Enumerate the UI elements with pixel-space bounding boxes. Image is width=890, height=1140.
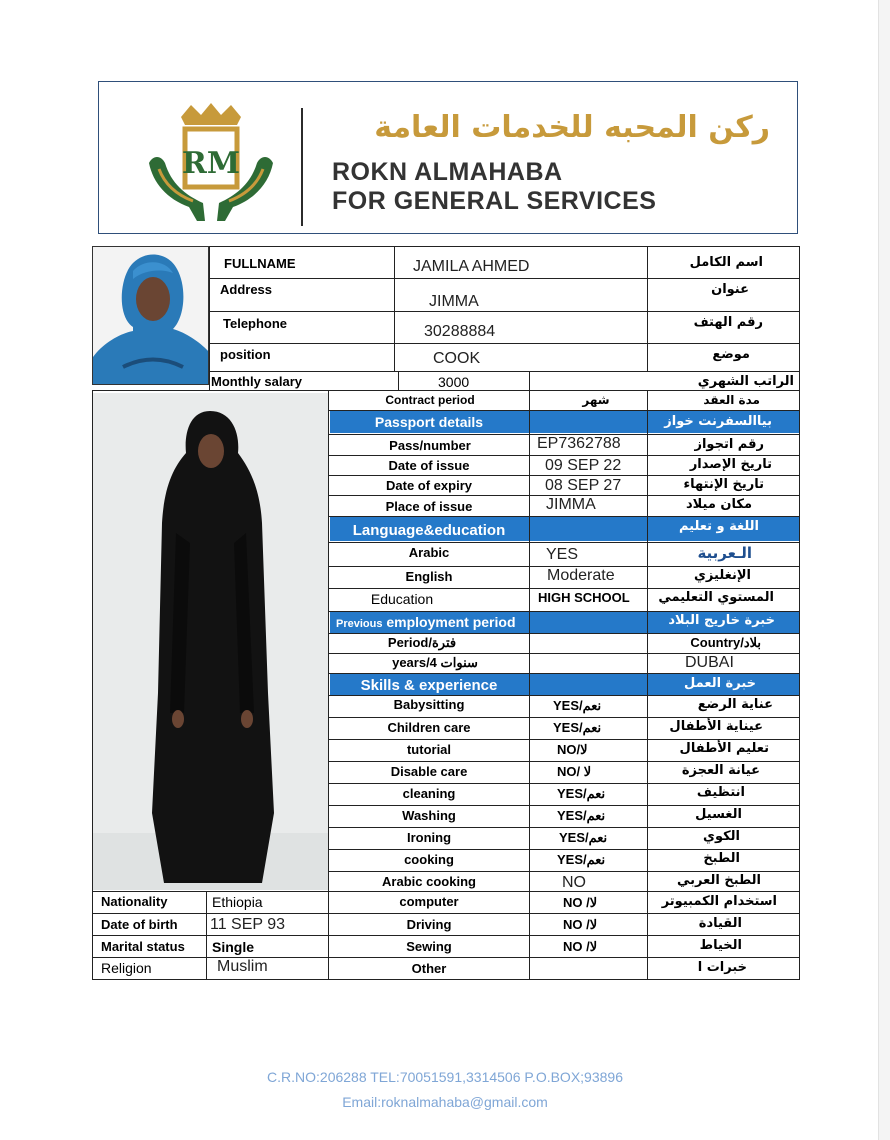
country-value: DUBAI bbox=[685, 654, 734, 671]
salary-value: 3000 bbox=[438, 374, 470, 390]
skill-computer-ar: استخدام الكمبيوتر bbox=[661, 894, 777, 909]
skill-cleaning-ar: انتظيف bbox=[696, 785, 745, 800]
contract-value: شهر bbox=[582, 393, 610, 407]
skill-childcare-value: YES/نعم bbox=[553, 720, 602, 735]
skill-arabiccooking-ar: الطبخ العربي bbox=[677, 873, 761, 888]
passport-header: Passport details bbox=[374, 414, 484, 430]
language-header-ar: اللغة و تعليم bbox=[678, 519, 759, 534]
education-ar: المستوي التعليمي bbox=[658, 590, 774, 605]
skill-babysitting-value: YES/نعم bbox=[553, 698, 602, 713]
skill-babysitting-ar: عناية الرضع bbox=[697, 697, 773, 712]
religion-value: Muslim bbox=[217, 958, 268, 975]
skill-cooking-ar: الطبخ bbox=[703, 851, 740, 866]
address-value: JIMMA bbox=[429, 293, 479, 310]
salary-ar: الراتب الشهري bbox=[697, 374, 794, 389]
skill-sewing-ar: الخياط bbox=[699, 938, 742, 953]
address-ar: عنوان bbox=[711, 282, 749, 297]
position-value: COOK bbox=[433, 350, 481, 367]
skill-ironing-label: Ironing bbox=[406, 830, 452, 845]
employment-header-ar: خبرة خاريج البلاد bbox=[668, 613, 775, 628]
company-name-english bbox=[332, 158, 656, 216]
dob-label: Date of birth bbox=[101, 917, 178, 932]
expiry-date-value: 08 SEP 27 bbox=[545, 477, 622, 494]
issue-date-value: 09 SEP 22 bbox=[545, 457, 622, 474]
skill-cleaning-label: cleaning bbox=[402, 786, 456, 801]
telephone-value: 30288884 bbox=[424, 323, 496, 340]
skill-driving-label: Driving bbox=[406, 917, 452, 932]
skill-ironing-ar: الكوي bbox=[703, 829, 740, 844]
skill-disablecare-ar: عيانة العجزة bbox=[681, 763, 760, 778]
skill-childcare-ar: عيناية الأطفال bbox=[669, 719, 763, 734]
english-ar: الإنغليزي bbox=[694, 568, 751, 583]
employment-header bbox=[336, 615, 516, 630]
expiry-date-label: Date of expiry bbox=[386, 478, 472, 493]
passnumber-value: EP7362788 bbox=[537, 435, 621, 452]
full-body-photo bbox=[92, 393, 328, 890]
skill-tutorial-value: NO/لا bbox=[557, 742, 588, 757]
skill-computer-value: NO /لا bbox=[563, 895, 598, 910]
arabic-label: Arabic bbox=[408, 545, 450, 560]
skill-disablecare-label: Disable care bbox=[390, 764, 468, 779]
skill-computer-label: computer bbox=[399, 894, 459, 909]
skill-driving-ar: القيادة bbox=[698, 916, 742, 931]
skill-washing-label: Washing bbox=[402, 808, 456, 823]
telephone-ar: رقم الهتف bbox=[693, 315, 763, 330]
position-label: position bbox=[220, 347, 271, 362]
footer-email[interactable]: Email:roknalmahaba@gmail.com bbox=[342, 1094, 548, 1110]
fullname-label: FULLNAME bbox=[224, 256, 296, 271]
employment-header-main: employment period bbox=[386, 614, 516, 630]
skill-tutorial-ar: تعليم الأطفال bbox=[679, 741, 769, 756]
skill-disablecare-value: NO/ لا bbox=[557, 764, 592, 779]
country-label: Country/بلاد bbox=[690, 635, 761, 650]
company-name-line2: FOR GENERAL SERVICES bbox=[332, 187, 657, 215]
nationality-value: Ethiopia bbox=[212, 894, 263, 910]
skills-header-ar: خبرة العمل bbox=[684, 676, 756, 691]
english-value: Moderate bbox=[547, 567, 615, 584]
skill-other-ar: خبرات ا bbox=[697, 960, 747, 975]
period-label: Period/فترة bbox=[387, 635, 457, 650]
skill-ironing-value: YES/نعم bbox=[559, 830, 608, 845]
passnumber-label: Pass/number bbox=[389, 438, 471, 453]
passport-photo bbox=[92, 246, 209, 385]
english-label: English bbox=[405, 569, 453, 584]
company-name-line1: ROKN ALMAHABA bbox=[332, 158, 563, 186]
place-issue-label: Place of issue bbox=[385, 499, 473, 514]
company-logo bbox=[145, 103, 277, 225]
religion-label: Religion bbox=[101, 960, 152, 976]
place-issue-value: JIMMA bbox=[546, 496, 596, 513]
header-divider bbox=[301, 108, 303, 226]
footer-contact: C.R.NO:206288 TEL:70051591,3314506 P.O.BOX;93896 bbox=[267, 1069, 623, 1085]
skill-other-label: Other bbox=[411, 961, 447, 976]
skill-cleaning-value: YES/نعم bbox=[557, 786, 606, 801]
company-name-arabic: ركن المحبه للخدمات العامة bbox=[374, 110, 770, 145]
place-issue-ar: مكان ميلاد bbox=[685, 497, 752, 512]
skill-driving-value: NO /لا bbox=[563, 917, 598, 932]
issue-date-ar: تاريخ الإصدار bbox=[689, 457, 772, 472]
marital-label: Marital status bbox=[101, 939, 185, 954]
skill-cooking-label: cooking bbox=[404, 852, 454, 867]
issue-date-label: Date of issue bbox=[388, 458, 470, 473]
skill-washing-value: YES/نعم bbox=[557, 808, 606, 823]
marital-value: Single bbox=[212, 939, 255, 955]
arabic-ar: الـعربية bbox=[697, 544, 752, 562]
page-edge bbox=[878, 0, 890, 1140]
skill-cooking-value: YES/نعم bbox=[557, 852, 606, 867]
address-label: Address bbox=[220, 282, 273, 297]
fullname-ar: اسم الكامل bbox=[689, 255, 763, 270]
passport-header-ar: بياالسفرنت خواز bbox=[664, 414, 772, 429]
skill-washing-ar: الغسيل bbox=[695, 807, 742, 822]
logo-monogram: RM bbox=[181, 146, 241, 181]
language-header: Language&education bbox=[352, 522, 506, 539]
expiry-date-ar: تاريخ الإنتهاء bbox=[683, 477, 764, 492]
telephone-label: Telephone bbox=[223, 316, 288, 331]
contract-label: Contract period bbox=[385, 393, 475, 407]
skill-tutorial-label: tutorial bbox=[406, 742, 452, 757]
dob-value: 11 SEP 93 bbox=[210, 916, 286, 933]
education-label: Education bbox=[370, 591, 434, 607]
arabic-value: YES bbox=[546, 546, 579, 563]
skill-childcare-label: Children care bbox=[387, 720, 471, 735]
skills-header: Skills & experience bbox=[360, 677, 498, 694]
skill-arabiccooking-label: Arabic cooking bbox=[382, 874, 476, 889]
skill-sewing-value: NO /لا bbox=[563, 939, 598, 954]
salary-label: Monthly salary bbox=[211, 374, 303, 389]
passnumber-ar: رقم اتجواز bbox=[694, 437, 764, 452]
skill-sewing-label: Sewing bbox=[406, 939, 452, 954]
skill-babysitting-label: Babysitting bbox=[393, 697, 465, 712]
nationality-label: Nationality bbox=[101, 894, 168, 909]
fullname-value: JAMILA AHMED bbox=[413, 258, 530, 275]
education-value: HIGH SCHOOL bbox=[538, 590, 630, 605]
contract-ar: مدة العقد bbox=[703, 393, 760, 407]
years-label: years/4 سنوات bbox=[392, 655, 478, 670]
skill-arabiccooking-value: NO bbox=[562, 874, 586, 891]
position-ar: موضع bbox=[712, 347, 750, 362]
employment-header-small: Previous bbox=[336, 618, 383, 630]
